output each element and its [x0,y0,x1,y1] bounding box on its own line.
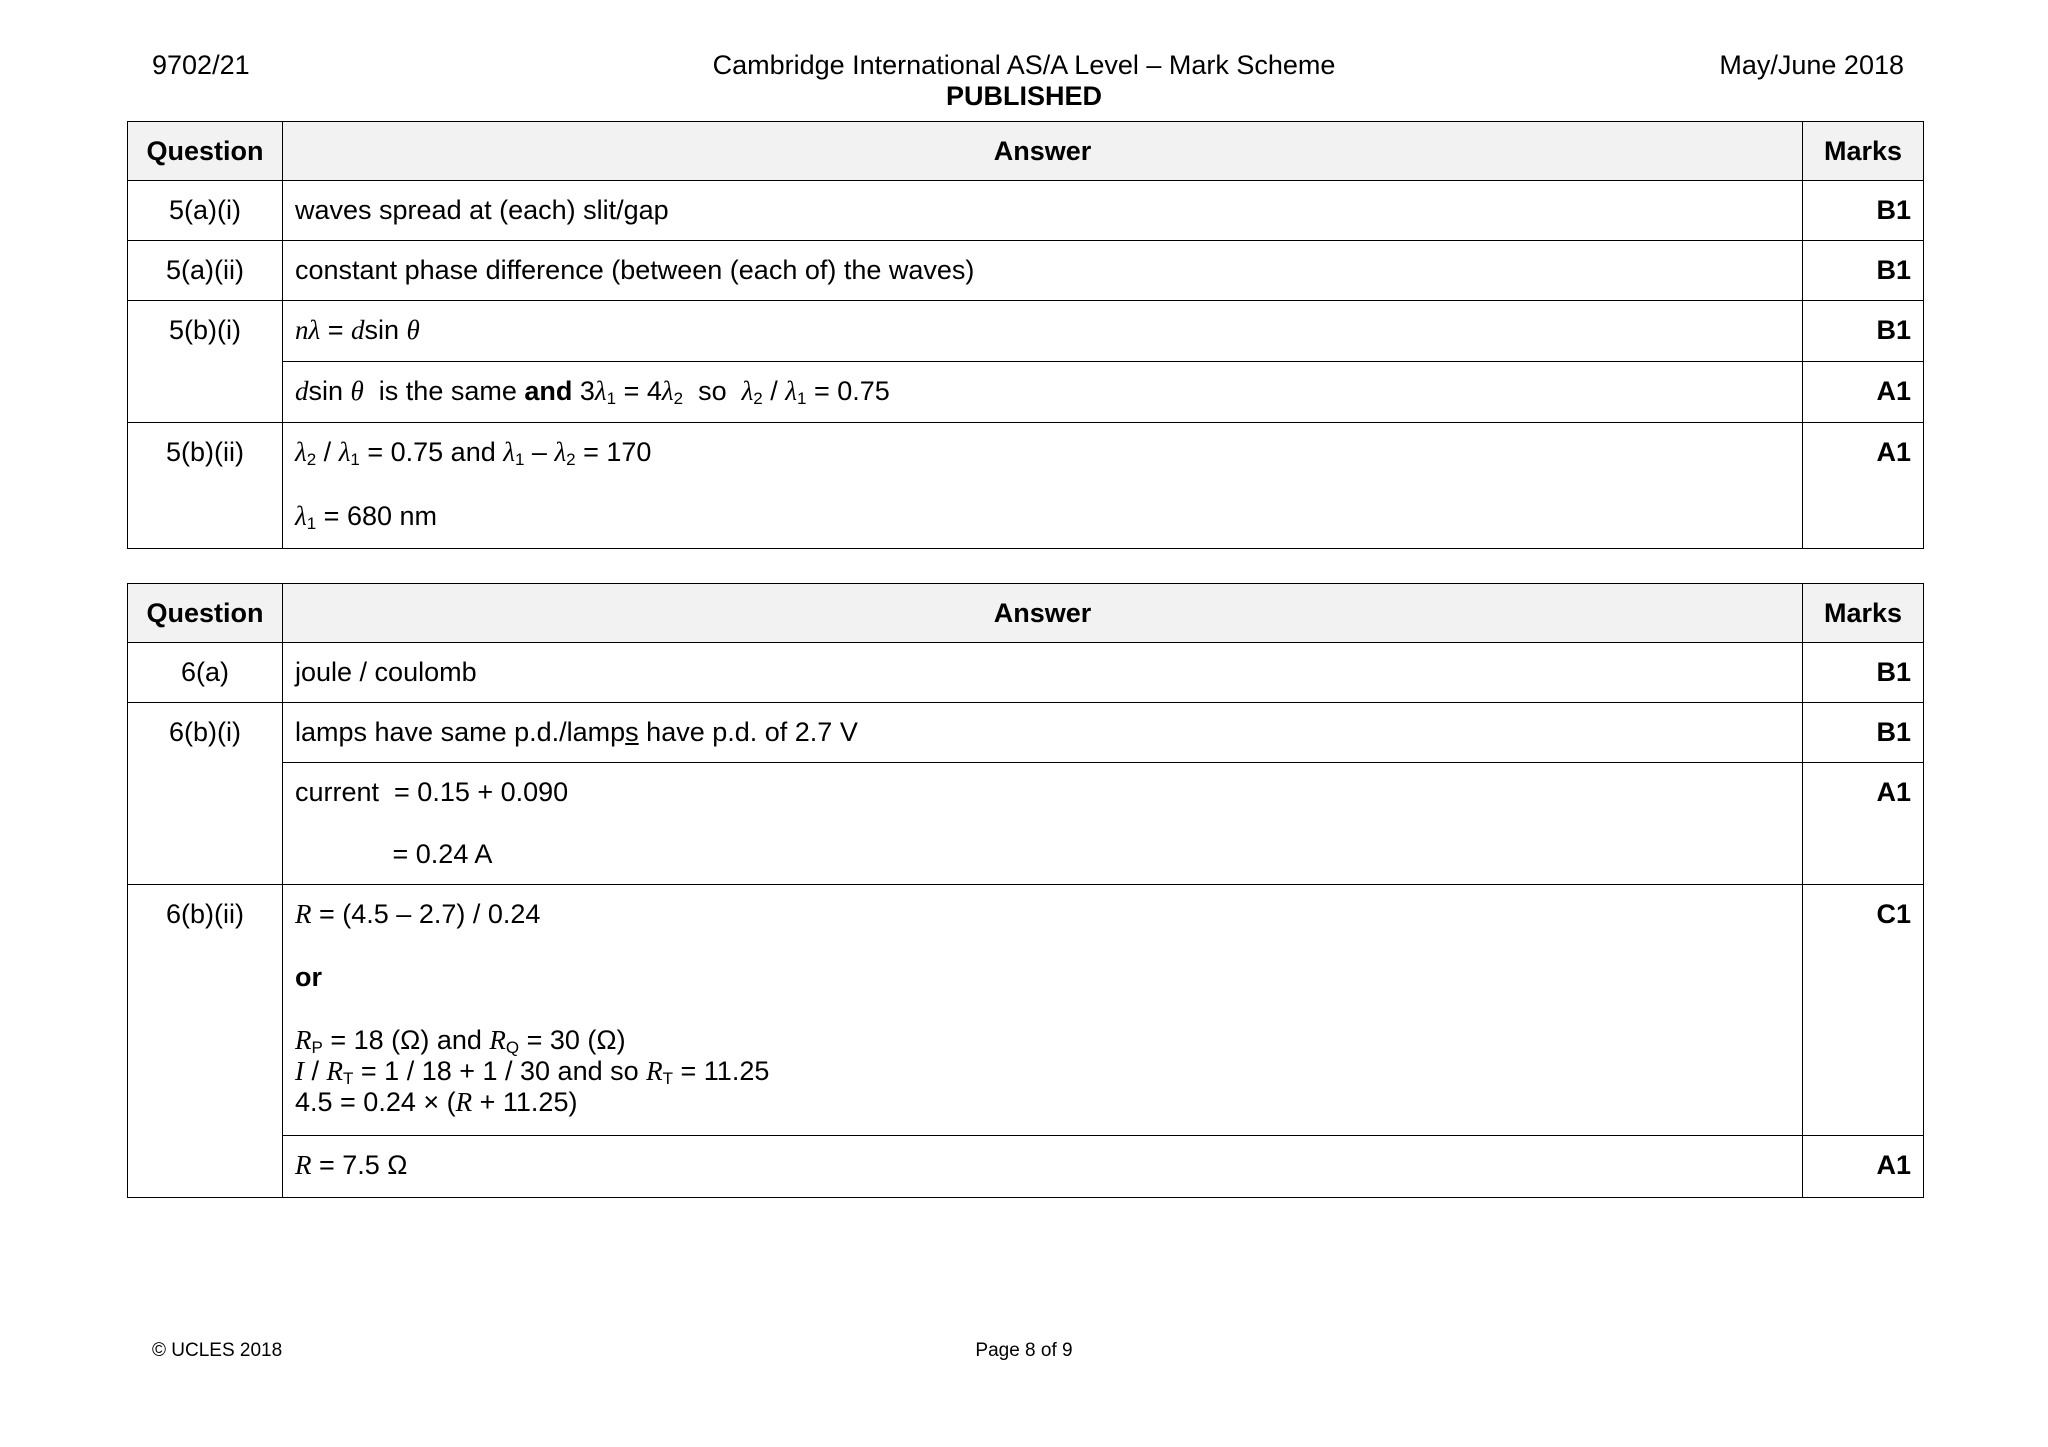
answer-column-header: Answer [283,122,1803,181]
mark-scheme-table-q5 [127,121,1924,549]
answer-line [295,1087,1790,1118]
var-R: R [455,1087,473,1117]
table-header-row [128,584,1924,643]
var-lambda: λ [554,437,567,467]
subscript: Q [505,1038,520,1057]
answer-fragment: / [762,376,786,406]
var-R: R [295,899,312,929]
mark-code: A1 [1803,763,1924,885]
var-R: R [295,1025,312,1055]
question-number: 6(b)(i) [128,703,283,885]
subscript: 2 [673,389,684,408]
var-lambda: λ [503,437,515,467]
mark-code: A1 [1803,1136,1924,1198]
var-lambda: λ [308,315,321,345]
answer-text: constant phase difference (between (each of) the waves) [283,241,1803,301]
table-row [128,423,1924,549]
question-number: 5(a)(i) [128,181,283,241]
subscript: T [662,1069,674,1088]
table-row [128,362,1924,423]
marks-column-header: Marks [1803,122,1924,181]
answer-fragment: 3 [572,376,595,406]
var-lambda: λ [785,376,797,406]
answer-fragment: = 11.25 [673,1056,770,1086]
subscript: 1 [606,389,617,408]
subscript: 1 [514,450,525,469]
table-header-row [128,122,1924,181]
table-row [128,301,1924,362]
subscript: T [343,1069,354,1088]
answer-fragment: = 30 (Ω) [519,1025,626,1055]
page-header [0,50,2048,120]
marks-column-header: Marks [1803,584,1924,643]
line-gap [295,808,1790,839]
answer-fragment: / [316,437,339,467]
table-row [128,885,1924,1136]
mark-code: B1 [1803,181,1924,241]
var-lambda: λ [295,501,307,531]
answer-fragment: = (4.5 – 2.7) / 0.24 [311,899,541,929]
copyright-notice: © UCLES 2018 [152,1340,283,1361]
var-theta: θ [406,315,420,345]
page-number: Page 8 of 9 [975,1340,1073,1361]
subscript: 2 [306,450,317,469]
answer-line [295,501,1790,532]
mark-code: B1 [1803,241,1924,301]
subscript: 1 [306,514,317,533]
subscript: 1 [350,450,360,469]
answer-line [295,1056,1790,1087]
answer-fragment: lamps have same p.d./lamp [295,717,626,747]
table-row [128,763,1924,885]
var-lambda: λ [594,376,607,406]
var-d: d [350,315,365,345]
sin-fn: sin [364,315,407,345]
question-number: 5(a)(ii) [128,241,283,301]
answer-fragment: = 1 / 18 + 1 / 30 and so [353,1056,647,1086]
subscript: 2 [753,389,763,408]
mark-code: C1 [1803,885,1924,1136]
table-row [128,241,1924,301]
answer-fragment: have p.d. of 2.7 V [638,717,858,747]
sin-fn: sin [308,376,351,406]
answer-line: current = 0.15 + 0.090 [295,777,569,807]
answer-fragment: = 18 (Ω) and [322,1025,490,1055]
answer-fragment: = 170 [575,437,652,467]
question-number: 6(b)(ii) [128,885,283,1198]
line-gap [295,930,1790,962]
answer-text: waves spread at (each) slit/gap [283,181,1803,241]
mark-code: B1 [1803,301,1924,362]
underlined-letter: s [625,717,639,747]
var-R: R [489,1025,506,1055]
table-row [128,703,1924,763]
or-keyword: or [295,962,322,992]
answer-fragment: 4.5 = 0.24 × ( [295,1087,456,1117]
table-row [128,181,1924,241]
subscript: P [311,1038,323,1057]
var-lambda: λ [338,437,351,467]
table-row [128,1136,1924,1198]
question-column-header: Question [128,122,283,181]
question-number: 6(a) [128,643,283,703]
var-R: R [326,1056,344,1086]
var-lambda: λ [741,376,754,406]
answer-fragment: = 4 [616,376,662,406]
line-gap [295,468,1790,501]
mark-code: A1 [1803,423,1924,549]
answer-text [283,1136,1803,1198]
answer-text: joule / coulomb [283,643,1803,703]
subscript: 2 [566,450,576,469]
document-title: Cambridge International AS/A Level – Mark Scheme [712,50,1336,80]
mark-code: B1 [1803,643,1924,703]
answer-fragment: is the same [363,376,525,406]
answer-fragment: – [524,437,555,467]
equals: = [320,315,351,345]
mark-code: A1 [1803,362,1924,423]
var-theta: θ [350,376,364,406]
paper-code: 9702/21 [152,50,250,80]
answer-text [283,763,1803,885]
var-lambda: λ [295,437,307,467]
published-label: PUBLISHED [945,81,1102,111]
mark-code: B1 [1803,703,1924,763]
answer-line [295,1025,1790,1056]
and-keyword: and [524,376,573,406]
var-R: R [295,1150,312,1180]
answer-fragment: = 680 nm [316,501,437,531]
answer-line: = 0.24 A [295,839,493,869]
line-gap [295,993,1790,1025]
answer-line [295,437,1790,468]
answer-fragment: so [683,376,742,406]
answer-fragment: = 0.75 and [359,437,504,467]
answer-text [283,703,1803,763]
answer-text [283,885,1803,1136]
answer-line [295,899,1790,930]
question-number: 5(b)(i) [128,301,283,423]
mark-scheme-table-q6 [127,583,1924,1198]
var-lambda: λ [661,376,674,406]
question-number: 5(b)(ii) [128,423,283,549]
subscript: 1 [796,389,807,408]
answer-text [283,301,1803,362]
answer-fragment: = 0.75 [806,376,890,406]
var-I: I [295,1056,304,1086]
table-row [128,643,1924,703]
var-R: R [646,1056,663,1086]
answer-fragment: / [304,1056,327,1086]
exam-session: May/June 2018 [1719,50,1904,80]
answer-fragment: + 11.25) [472,1087,578,1117]
answer-text [283,423,1803,549]
var-n: n [295,315,309,345]
question-column-header: Question [128,584,283,643]
answer-column-header: Answer [283,584,1803,643]
answer-fragment: = 7.5 Ω [311,1150,408,1180]
var-d: d [295,376,309,406]
answer-text [283,362,1803,423]
